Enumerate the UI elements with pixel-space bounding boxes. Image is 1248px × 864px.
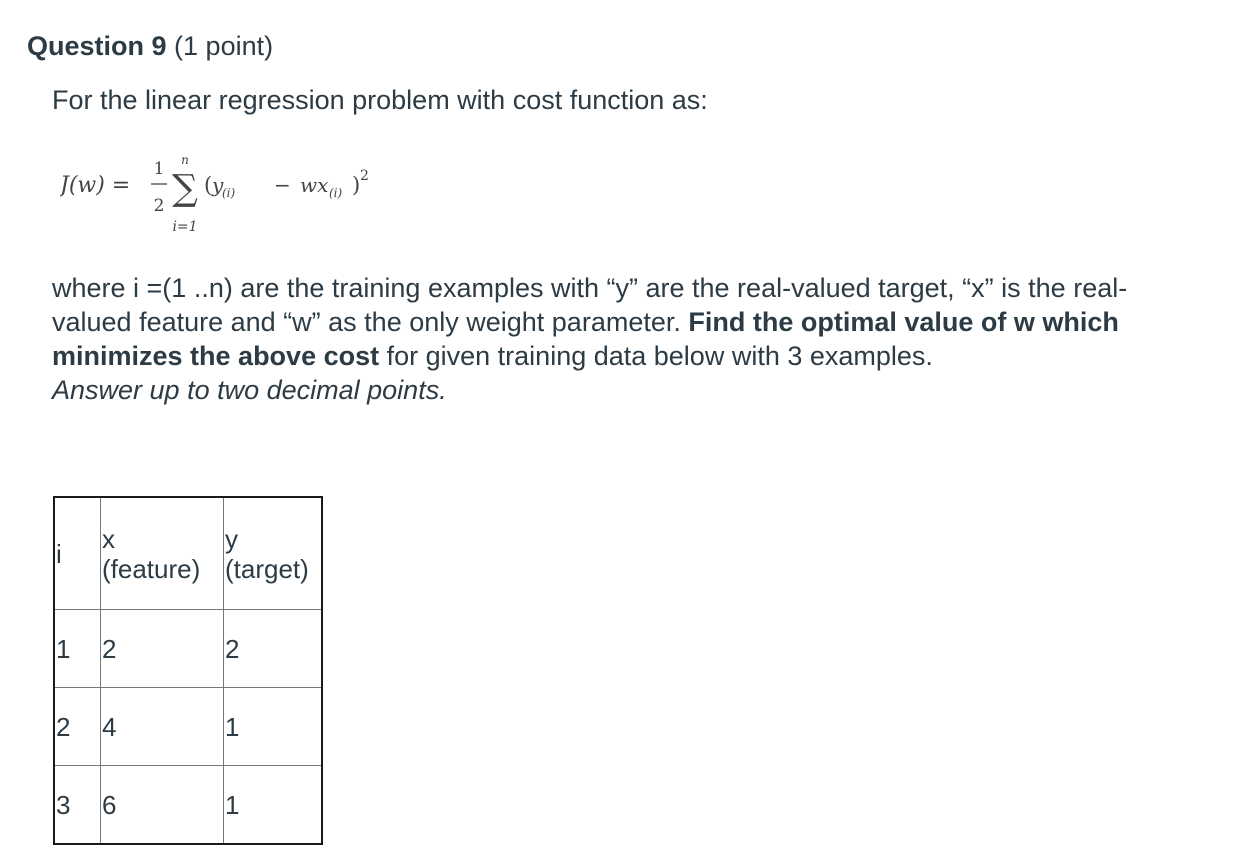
cell-y: 2	[224, 610, 323, 688]
question-title: Question 9	[27, 31, 167, 61]
formula-svg	[60, 148, 400, 238]
question-description	[52, 271, 1182, 407]
header-cell-x	[101, 497, 224, 610]
table-row	[54, 688, 322, 766]
description-italic-text: Answer up to two decimal points.	[52, 375, 447, 405]
intro-text: For the linear regression problem with cost function as:	[52, 85, 708, 115]
header-x-label: x	[102, 523, 115, 554]
formula-close-paren: )	[352, 173, 361, 197]
question-points: (1 point)	[174, 31, 274, 61]
formula-minus: −	[274, 173, 291, 197]
cell-x: 2	[101, 610, 224, 688]
table-row	[54, 766, 322, 845]
cell-y: 1	[224, 766, 323, 845]
sigma-icon: ∑	[172, 168, 198, 209]
cell-i: 2	[54, 688, 101, 766]
header-y-sub: (target)	[225, 553, 309, 584]
cell-x: 6	[101, 766, 224, 845]
header-x-sub: (feature)	[102, 553, 201, 584]
formula-x-index: (i)	[329, 186, 343, 200]
formula-y-index: (i)	[222, 186, 236, 200]
description-paragraph	[52, 271, 1182, 373]
description-bold-text: Find the optimal value of w which minimizes the above cost	[52, 307, 1119, 371]
formula-open-paren: (	[204, 173, 213, 197]
formula-sum-lower: i=1	[172, 219, 198, 235]
table-row	[54, 610, 322, 688]
header-y-label: y	[225, 523, 238, 554]
table-header-row	[54, 497, 322, 610]
formula-sum-upper: n	[181, 153, 189, 167]
formula-lhs: J(w) =	[60, 173, 131, 198]
cost-function-formula	[60, 148, 400, 238]
header-cell-y	[224, 497, 323, 610]
header-cell-i	[54, 497, 101, 610]
cell-x: 4	[101, 688, 224, 766]
formula-fraction-denominator: 2	[153, 196, 165, 216]
formula-fraction-numerator: 1	[153, 159, 165, 179]
question-header	[27, 28, 273, 64]
cell-i: 3	[54, 766, 101, 845]
formula-exponent: 2	[360, 168, 369, 184]
cell-i: 1	[54, 610, 101, 688]
header-i-label: i	[56, 538, 62, 569]
description-text-2: for given training data below with 3 examples.	[379, 341, 933, 371]
cell-y: 1	[224, 688, 323, 766]
training-data-table	[53, 496, 323, 845]
formula-y-var: y	[212, 173, 224, 197]
description-text-1: where i =(1 ..n) are the training examples with “y” are the real-valued target, “x” is the real-valued feature and “w” as the only weight parameter.	[52, 273, 1128, 337]
formula-wx-term: wx	[300, 173, 329, 197]
